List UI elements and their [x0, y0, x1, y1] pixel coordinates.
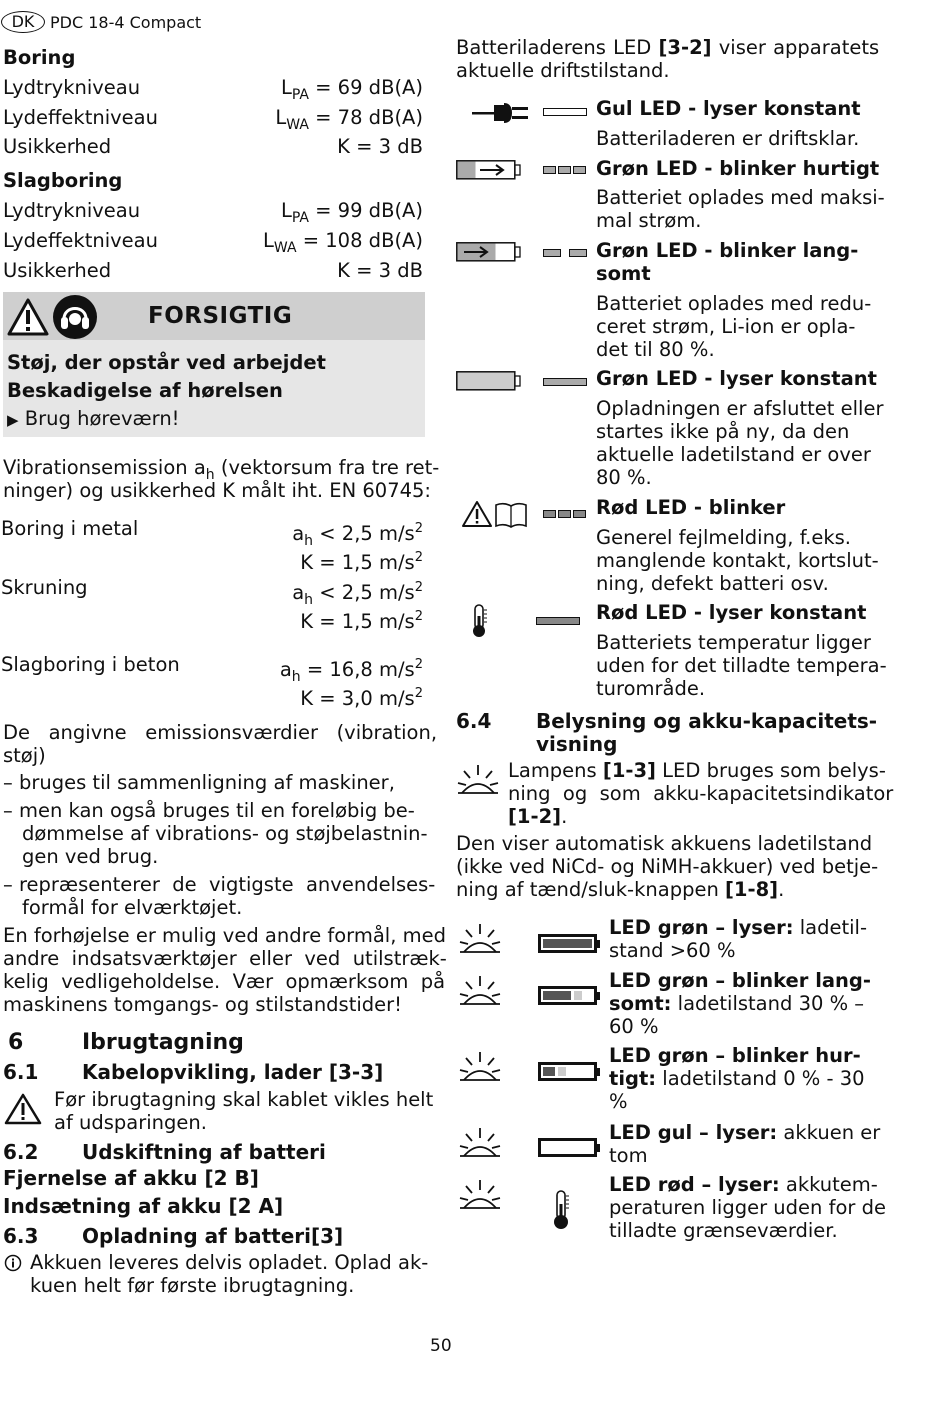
led-desc: Batteriets temperatur ligger: [596, 631, 871, 654]
capacity-text: tilladte grænseværdier.: [609, 1219, 838, 1242]
battery-charging-icon: [456, 242, 522, 262]
led-desc: startes ikke på ny, da den: [596, 420, 850, 443]
auto-text: ning af tænd/sluk-knappen [1-8].: [456, 878, 785, 901]
capacity-text: stand >60 %: [609, 939, 736, 962]
boring-row-label: Lydeffektniveau: [3, 106, 158, 129]
auto-text: Den viser automatisk akkuens ladetilstand: [456, 832, 873, 855]
led-title: Rød LED - blinker: [596, 496, 786, 519]
capacity-text: peraturen ligger uden for de: [609, 1196, 886, 1219]
thermometer-icon: [469, 604, 489, 638]
capacity-text: LED grøn – lyser: ladetil-: [609, 916, 868, 939]
led-desc: turområde.: [596, 677, 706, 700]
capacity-text: 60 %: [609, 1015, 659, 1038]
boring-row-value: $L_{WA} = 78$ dB(A): [275, 106, 423, 133]
capacity-text: LED grøn – blinker hur-: [609, 1044, 861, 1067]
body-line: af udsparingen.: [54, 1111, 207, 1134]
led-title: somt: [596, 262, 651, 285]
slagboring-title: Slagboring: [3, 169, 123, 192]
charger-intro: aktuelle driftstilstand.: [456, 59, 670, 82]
emission-line: – repræsenterer de vigtigste anvendelses-: [3, 873, 436, 896]
slagboring-row-label: Lydeffektniveau: [3, 229, 158, 252]
vibration-intro: Vibrationsemission $a_h$ (vektorsum fra tre ret-: [3, 456, 440, 483]
emission-line: støj): [3, 744, 46, 767]
led-title: Rød LED - lyser konstant: [596, 601, 867, 624]
emission-line: kelig vedligeholdelse. Vær opmærksom på: [3, 970, 446, 993]
vibration-row-k: K = 3,0 $m/s^2$: [300, 686, 423, 710]
boring-row-value: $L_{PA} = 69$ dB(A): [280, 76, 423, 103]
battery-empty-icon: [538, 1138, 602, 1158]
led-steady-icon: [543, 378, 587, 386]
led-desc: det til 80 %.: [596, 338, 715, 361]
insert-battery-heading: Indsætning af akku [2 A]: [3, 1194, 284, 1218]
led-desc: uden for det tilladte tempera-: [596, 654, 887, 677]
boring-row-label: Lydtrykniveau: [3, 76, 141, 99]
lamp-text: [1-2].: [508, 805, 568, 828]
lamp-icon: [456, 763, 500, 797]
warning-line: Støj, der opstår ved arbejdet: [7, 351, 326, 374]
slagboring-row-label: Usikkerhed: [3, 259, 112, 282]
boring-row-value: K = 3 dB: [337, 135, 423, 158]
warning-action: ▶ Brug høreværn!: [7, 407, 180, 430]
subsection-title: Opladning af batteri[3]: [82, 1224, 344, 1248]
emission-line: – men kan også bruges til en foreløbig be-: [3, 799, 415, 822]
charger-intro: Batteriladerens LED [3-2] viser apparatets: [456, 36, 880, 59]
led-desc: ceret strøm, Li-ion er opla-: [596, 315, 856, 338]
warning-line: Beskadigelse af hørelsen: [7, 379, 283, 402]
led-title: Grøn LED - lyser konstant: [596, 367, 877, 390]
led-desc: 80 %.: [596, 466, 652, 489]
body-line: Før ibrugtagning skal kablet vikles helt: [54, 1088, 434, 1111]
slagboring-row-value: $L_{WA} = 108$ dB(A): [263, 229, 423, 256]
vibration-row-a: $a_h < 2,5$ $m/s^2$: [292, 521, 423, 549]
vibration-row-label: Boring i metal: [1, 517, 139, 540]
thermometer-icon: [551, 1190, 571, 1230]
vibration-row-label: Skruning: [1, 576, 88, 599]
lamp-icon: [458, 1178, 502, 1212]
led-desc: aktuelle ladetilstand er over: [596, 443, 871, 466]
hearing-protection-icon: [52, 295, 98, 339]
led-steady-icon: [536, 617, 580, 625]
subsection-title: Belysning og akku-kapacitets-: [536, 709, 878, 733]
subsection-number: 6.3: [3, 1224, 39, 1248]
lamp-text: Lampens [1-3] LED bruges som belys-: [508, 759, 886, 782]
power-plug-icon: [472, 102, 532, 124]
boring-row-label: Usikkerhed: [3, 135, 112, 158]
led-desc: Generel fejlmelding, f.eks.: [596, 526, 851, 549]
capacity-text: LED rød – lyser: akkutem-: [609, 1173, 878, 1196]
subsection-title: Udskiftning af batteri: [82, 1140, 326, 1164]
battery-low-icon: [538, 1062, 602, 1082]
led-desc: mal strøm.: [596, 209, 702, 232]
warning-manual-icon: [462, 500, 532, 528]
arrow-right-icon: ▶: [7, 411, 19, 429]
lamp-icon: [458, 922, 502, 956]
vibration-row-a: $a_h = 16,8$ $m/s^2$: [279, 657, 423, 685]
vibration-intro: ninger) og usikkerhed K målt iht. EN 60745:: [3, 479, 431, 502]
vibration-row-a: $a_h < 2,5$ $m/s^2$: [292, 580, 423, 608]
warning-triangle-icon: [7, 298, 49, 336]
warning-triangle-icon: [4, 1093, 42, 1125]
lamp-icon: [458, 974, 502, 1008]
emission-line: gen ved brug.: [22, 845, 159, 868]
led-blink-icon: [543, 510, 587, 518]
slagboring-row-value: K = 3 dB: [337, 259, 423, 282]
vibration-row-label: Slagboring i beton: [1, 653, 180, 676]
led-desc: Batteriet oplades med redu-: [596, 292, 872, 315]
led-desc: manglende kontakt, kortslut-: [596, 549, 879, 572]
capacity-text: somt: ladetilstand 30 % –: [609, 992, 865, 1015]
capacity-text: %: [609, 1090, 628, 1113]
subsection-number: 6.1: [3, 1060, 39, 1084]
emission-line: andre indsatsværktøjer eller ved utilstræk-: [3, 947, 447, 970]
slagboring-row-value: $L_{PA} = 99$ dB(A): [280, 199, 423, 226]
lamp-text: ning og som akku-kapacitetsindikator: [508, 782, 894, 805]
info-icon: [4, 1254, 22, 1272]
slagboring-row-label: Lydtrykniveau: [3, 199, 141, 222]
auto-text: (ikke ved NiCd- og NiMH-akkuer) ved betje-: [456, 855, 879, 878]
led-desc: Batteriet oplades med maksi-: [596, 186, 885, 209]
lamp-icon: [458, 1126, 502, 1160]
battery-charging-icon: [456, 160, 522, 180]
led-title: Gul LED - lyser konstant: [596, 97, 861, 120]
battery-full-icon: [538, 934, 602, 954]
emission-line: dømmelse af vibrations- og støjbelastnin-: [22, 822, 428, 845]
battery-full-icon: [456, 371, 522, 391]
capacity-text: tigt: ladetilstand 0 % - 30: [609, 1067, 865, 1090]
country-code: DK: [11, 12, 35, 31]
section-number: 6: [8, 1030, 24, 1055]
vibration-row-k: K = 1,5 $m/s^2$: [300, 550, 423, 574]
body-line: Akkuen leveres delvis opladet. Oplad ak-: [30, 1251, 429, 1274]
led-desc: ning, defekt batteri osv.: [596, 572, 829, 595]
led-fast-blink-icon: [543, 166, 587, 174]
section-title: Ibrugtagning: [82, 1030, 244, 1055]
subsection-title: Kabelopvikling, lader [3-3]: [82, 1060, 384, 1084]
led-title: Grøn LED - blinker hurtigt: [596, 157, 880, 180]
lamp-icon: [458, 1050, 502, 1084]
body-line: kuen helt før første ibrugtagning.: [30, 1274, 355, 1297]
emission-line: formål for elværktøjet.: [22, 896, 243, 919]
subsection-title: visning: [536, 732, 618, 756]
emission-line: De angivne emissionsværdier (vibration,: [3, 721, 438, 744]
page-number: 50: [430, 1336, 452, 1356]
subsection-number: 6.4: [456, 709, 492, 733]
led-steady-icon: [543, 108, 587, 116]
vibration-row-k: K = 1,5 $m/s^2$: [300, 609, 423, 633]
led-desc: Batteriladeren er driftsklar.: [596, 127, 860, 150]
led-title: Grøn LED - blinker lang-: [596, 239, 859, 262]
emission-line: – bruges til sammenligning af maskiner,: [3, 771, 395, 794]
boring-title: Boring: [3, 46, 76, 69]
warning-title: FORSIGTIG: [148, 303, 293, 329]
subsection-number: 6.2: [3, 1140, 39, 1164]
emission-line: En forhøjelse er mulig ved andre formål, med: [3, 924, 446, 947]
remove-battery-heading: Fjernelse af akku [2 B]: [3, 1166, 259, 1190]
capacity-text: LED gul – lyser: akkuen er: [609, 1121, 881, 1144]
battery-half-icon: [538, 986, 602, 1006]
capacity-text: LED grøn – blinker lang-: [609, 969, 871, 992]
led-slow-blink-icon: [543, 249, 587, 257]
led-desc: Opladningen er afsluttet eller: [596, 397, 884, 420]
header-model: PDC 18-4 Compact: [50, 13, 202, 32]
country-badge: [1, 11, 45, 33]
capacity-text: tom: [609, 1144, 648, 1167]
emission-line: maskinens tomgangs- og stilstandstider!: [3, 993, 402, 1016]
